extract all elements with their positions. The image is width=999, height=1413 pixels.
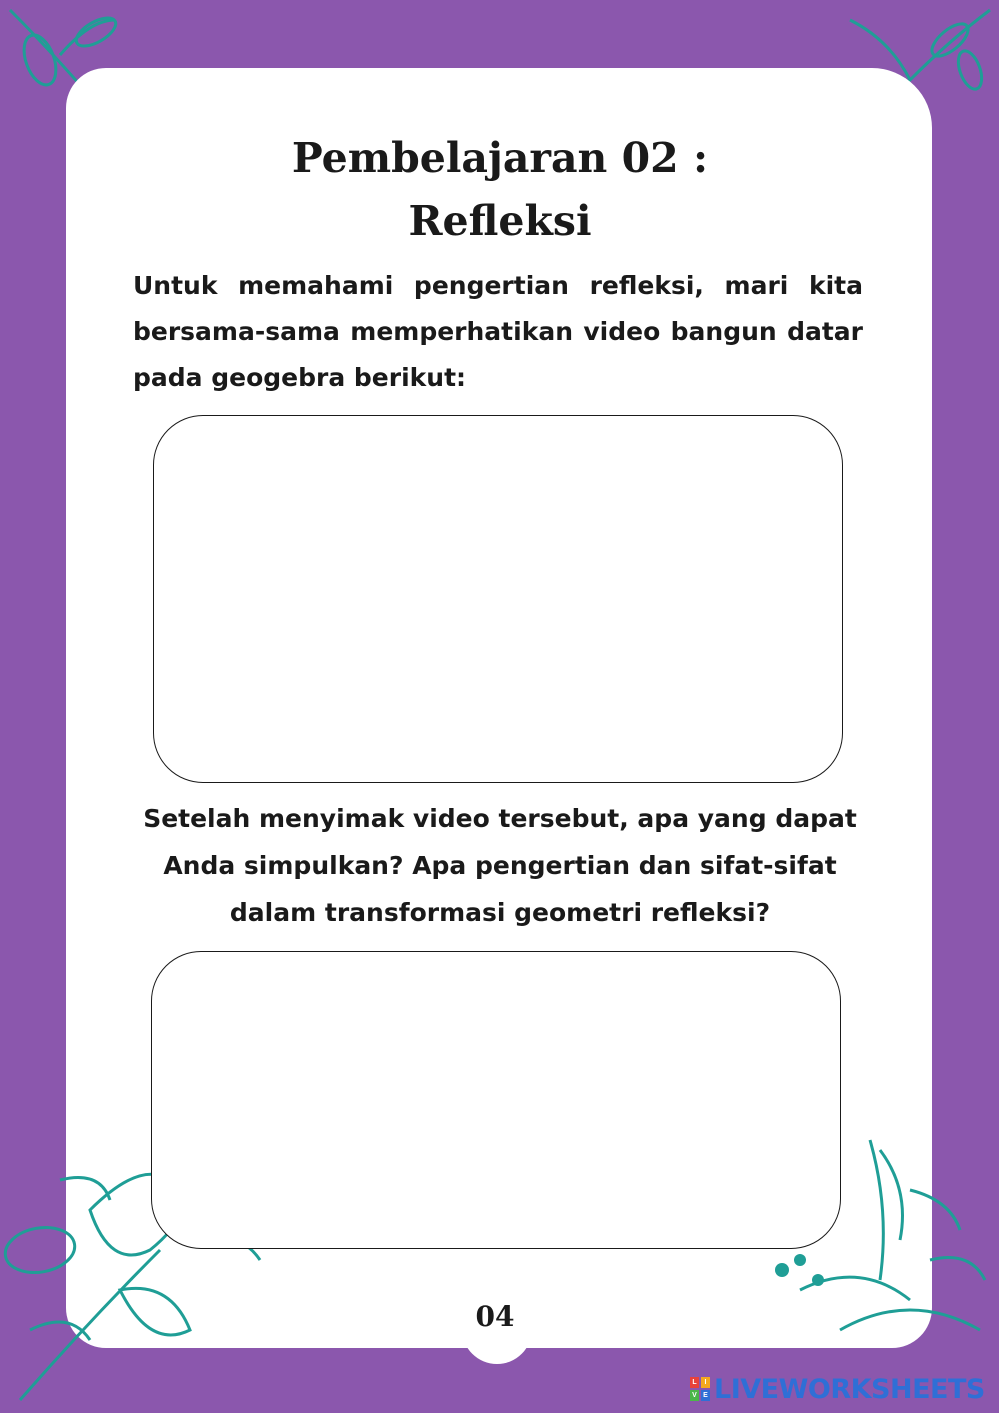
question-line: Anda simpulkan? Apa pengertian dan sifat-sifat xyxy=(163,851,837,880)
question-text xyxy=(120,795,880,936)
logo-letter: L xyxy=(690,1377,699,1388)
question-line: dalam transformasi geometri refleksi? xyxy=(229,898,771,927)
video-placeholder-box[interactable] xyxy=(153,415,843,783)
answer-box[interactable] xyxy=(151,951,841,1249)
intro-paragraph: Untuk memahami pengertian refleksi, mari kita bersama-sama memperhatikan video bangun datar pada geogebra berikut: xyxy=(133,271,863,392)
brand-name: LIVEWORKSHEETS xyxy=(714,1373,985,1405)
worksheet-subtitle: Refleksi xyxy=(408,197,592,245)
logo-letter: I xyxy=(701,1377,710,1388)
question-line: Setelah menyimak video tersebut, apa yang dapat xyxy=(143,804,857,833)
liveworksheets-logo-icon xyxy=(690,1377,710,1401)
logo-letter: E xyxy=(701,1390,710,1401)
logo-letter: V xyxy=(690,1390,699,1401)
page-number: 04 xyxy=(475,1300,515,1333)
liveworksheets-brand[interactable] xyxy=(690,1374,990,1404)
worksheet-title: Pembelajaran 02 : xyxy=(291,134,709,182)
